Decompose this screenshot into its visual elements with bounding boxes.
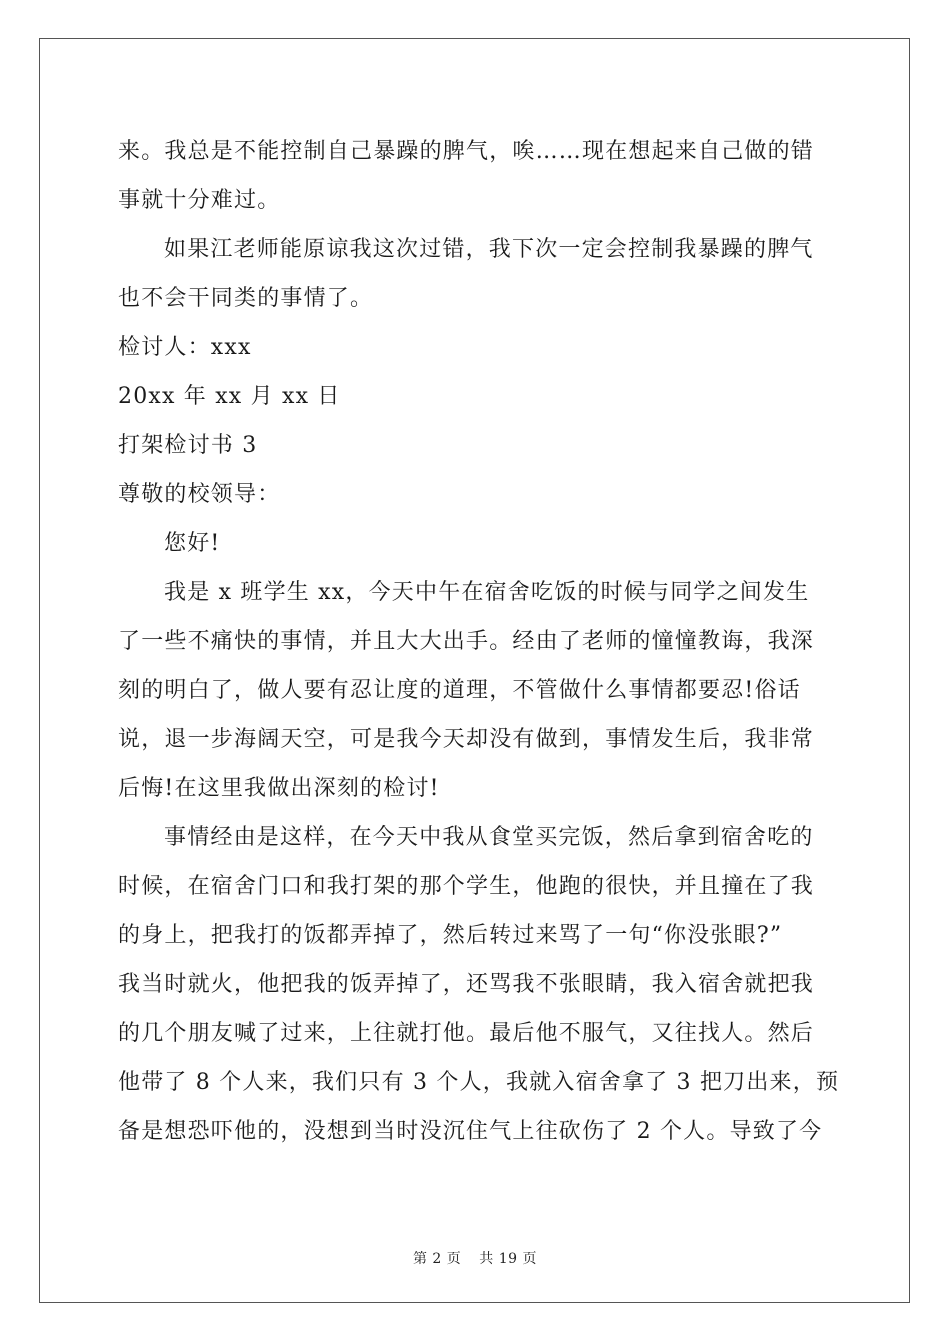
text-line: 说，退一步海阔天空，可是我今天却没有做到，事情发生后，我非常	[118, 727, 815, 752]
page-total: 共 19 页	[479, 1251, 538, 1267]
paragraph-start: 我是 x 班学生 xx，今天中午在宿舍吃饭的时候与同学之间发生	[164, 580, 810, 605]
document-body	[118, 127, 840, 1156]
signature-line: 检讨人：xxx	[118, 335, 252, 360]
text-line: 了一些不痛快的事情，并且大大出手。经由了老师的憧憧教诲，我深	[118, 629, 815, 654]
text-line: 我当时就火，他把我的饭弄掉了，还骂我不张眼睛，我入宿舍就把我	[118, 972, 815, 997]
page-footer	[0, 1248, 950, 1268]
text-line: 事就十分难过。	[118, 188, 281, 213]
salutation: 尊敬的校领导：	[118, 482, 281, 507]
text-line: 也不会干同类的事情了。	[118, 286, 374, 311]
date-line: 20xx 年 xx 月 xx 日	[118, 384, 341, 409]
text-line: 刻的明白了，做人要有忍让度的道理，不管做什么事情都要忍!俗话	[118, 678, 801, 703]
text-line: 备是想恐吓他的，没想到当时没沉住气上往砍伤了 2 个人。导致了今	[118, 1119, 823, 1144]
paragraph-start: 如果江老师能原谅我这次过错，我下次一定会控制我暴躁的脾气	[164, 237, 814, 262]
text-line: 后悔!在这里我做出深刻的检讨!	[118, 776, 440, 801]
greeting: 您好!	[164, 531, 221, 556]
paragraph-start: 事情经由是这样，在今天中我从食堂买完饭，然后拿到宿舍吃的	[164, 825, 814, 850]
section-title: 打架检讨书 3	[118, 433, 258, 458]
text-line: 他带了 8 个人来，我们只有 3 个人，我就入宿舍拿了 3 把刀出来，预	[118, 1070, 840, 1095]
text-line: 的身上，把我打的饭都弄掉了，然后转过来骂了一句“你没张眼?”	[118, 923, 783, 948]
text-line: 时候，在宿舍门口和我打架的那个学生，他跑的很快，并且撞在了我	[118, 874, 815, 899]
page-number: 第 2 页	[412, 1251, 462, 1267]
text-line: 来。我总是不能控制自己暴躁的脾气，唉……现在想起来自己做的错	[118, 139, 815, 164]
text-line: 的几个朋友喊了过来，上往就打他。最后他不服气，又往找人。然后	[118, 1021, 815, 1046]
